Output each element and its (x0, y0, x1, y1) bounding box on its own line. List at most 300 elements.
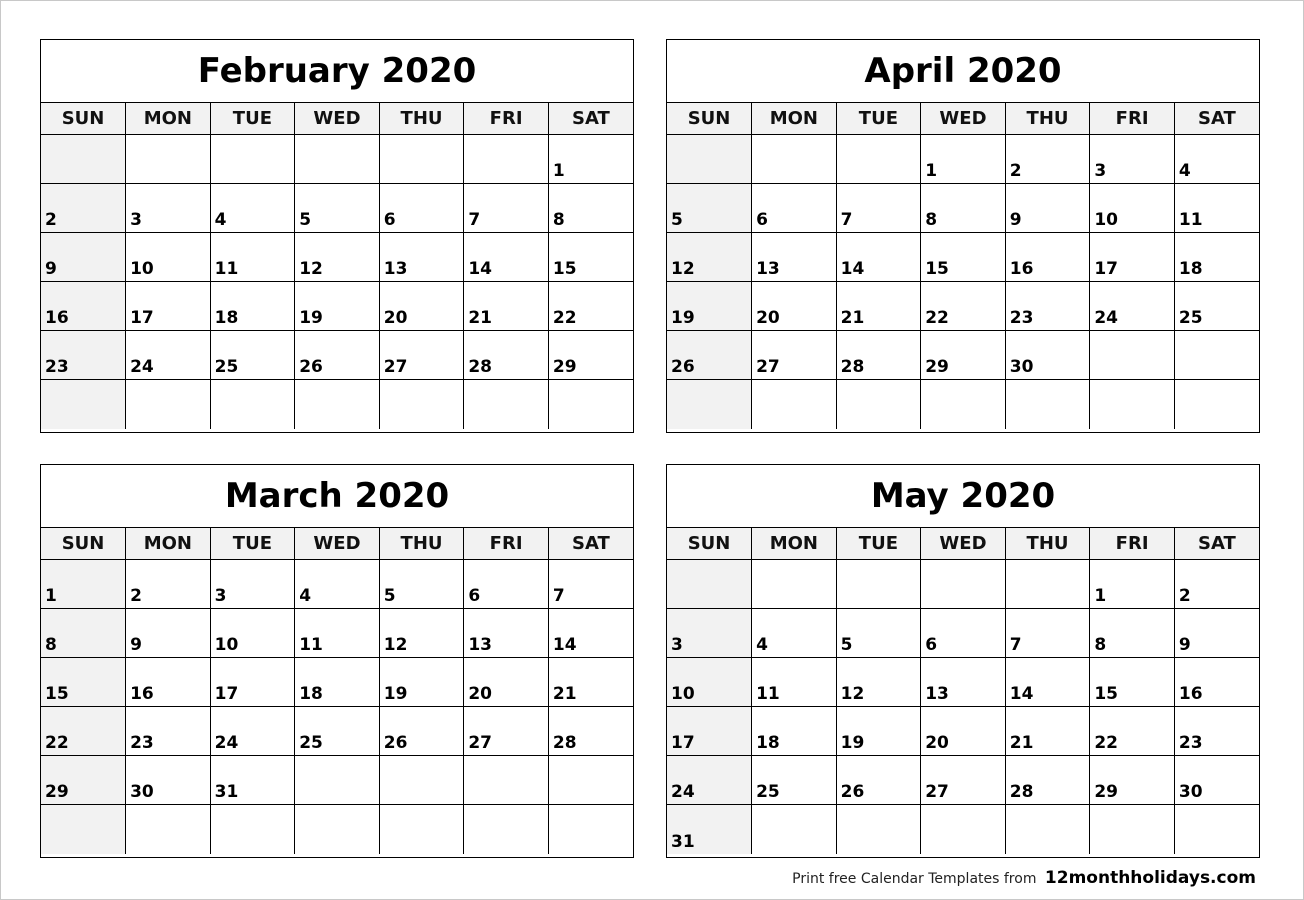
empty-day-cell (836, 135, 921, 184)
empty-day-cell (752, 135, 837, 184)
day-cell (1005, 707, 1090, 756)
day-cell (921, 658, 1006, 707)
day-cell (548, 184, 633, 233)
day-cell (1090, 233, 1175, 282)
day-cell (126, 658, 211, 707)
day-number: 24 (1094, 308, 1118, 328)
day-cell (1090, 658, 1175, 707)
day-number: 6 (925, 635, 938, 655)
day-number: 19 (299, 308, 323, 328)
day-number: 4 (299, 586, 312, 606)
weekday-header: TUE (836, 103, 921, 135)
weekday-header: SAT (548, 103, 633, 135)
day-cell (41, 282, 126, 331)
weekday-header: MON (126, 103, 211, 135)
weekday-header: SUN (667, 103, 752, 135)
day-number: 12 (299, 259, 323, 279)
day-number: 27 (468, 733, 492, 753)
day-cell (379, 233, 464, 282)
day-number: 8 (552, 210, 565, 230)
day-number: 10 (214, 635, 239, 655)
day-number: 19 (671, 308, 695, 328)
empty-day-cell (836, 380, 921, 429)
day-cell (1174, 282, 1259, 331)
day-number: 12 (671, 259, 695, 279)
day-cell (752, 282, 837, 331)
empty-day-cell (921, 380, 1006, 429)
week-row (41, 135, 633, 184)
day-cell (1090, 135, 1175, 184)
day-cell (41, 756, 126, 805)
day-cell (295, 707, 380, 756)
day-cell (295, 658, 380, 707)
day-number: 23 (1009, 308, 1034, 328)
calendar-april (666, 39, 1260, 433)
empty-day-cell (295, 380, 380, 429)
day-cell (921, 609, 1006, 658)
empty-day-cell (126, 805, 211, 854)
day-number: 6 (468, 586, 481, 606)
day-number: 18 (756, 733, 780, 753)
week-row (667, 282, 1259, 331)
empty-day-cell (126, 380, 211, 429)
calendar-title: April 2020 (667, 40, 1259, 103)
day-number: 26 (671, 357, 695, 377)
empty-day-cell (548, 805, 633, 854)
day-cell (1005, 282, 1090, 331)
day-number: 22 (1094, 733, 1118, 753)
empty-day-cell (752, 560, 837, 609)
day-number: 7 (840, 210, 853, 230)
day-cell (548, 135, 633, 184)
day-cell (548, 658, 633, 707)
weekday-header: SAT (548, 528, 633, 560)
day-cell (1005, 756, 1090, 805)
day-number: 14 (1009, 684, 1034, 704)
empty-day-cell (210, 805, 295, 854)
day-number: 2 (45, 210, 57, 230)
day-cell (921, 135, 1006, 184)
day-cell (464, 184, 549, 233)
weekday-header: TUE (836, 528, 921, 560)
day-cell (1005, 233, 1090, 282)
weekday-header: WED (295, 528, 380, 560)
day-cell (464, 233, 549, 282)
day-cell (210, 331, 295, 380)
day-cell (210, 560, 295, 609)
day-number: 14 (468, 259, 492, 279)
day-number: 6 (383, 210, 396, 230)
day-cell (210, 609, 295, 658)
day-number: 27 (756, 357, 780, 377)
day-number: 21 (552, 684, 577, 704)
empty-day-cell (126, 135, 211, 184)
week-row (41, 609, 633, 658)
day-cell (464, 560, 549, 609)
day-cell (1174, 609, 1259, 658)
day-cell (41, 560, 126, 609)
day-cell (921, 756, 1006, 805)
day-cell (1090, 707, 1175, 756)
day-number: 9 (130, 635, 142, 655)
day-cell (667, 658, 752, 707)
day-number: 27 (383, 357, 408, 377)
day-cell (1174, 560, 1259, 609)
day-number: 16 (130, 684, 154, 704)
empty-day-cell (464, 380, 549, 429)
weekday-header: THU (1005, 103, 1090, 135)
empty-day-cell (41, 380, 126, 429)
empty-day-cell (1005, 380, 1090, 429)
day-cell (548, 331, 633, 380)
week-row (667, 560, 1259, 609)
weekday-header: SUN (41, 103, 126, 135)
day-cell (379, 282, 464, 331)
day-cell (379, 331, 464, 380)
week-row (41, 233, 633, 282)
weekday-header: SAT (1174, 103, 1259, 135)
day-cell (548, 233, 633, 282)
empty-day-cell (921, 805, 1006, 854)
week-row (667, 658, 1259, 707)
empty-day-cell (379, 756, 464, 805)
weekday-header: MON (752, 103, 837, 135)
day-number: 25 (299, 733, 323, 753)
day-cell (126, 331, 211, 380)
day-number: 28 (468, 357, 492, 377)
day-number: 3 (1094, 161, 1107, 181)
calendar-title: March 2020 (41, 465, 633, 528)
day-cell (41, 184, 126, 233)
day-cell (836, 331, 921, 380)
day-number: 8 (1094, 635, 1107, 655)
day-cell (41, 609, 126, 658)
day-cell (126, 609, 211, 658)
day-number: 30 (130, 782, 154, 802)
calendar-title: February 2020 (41, 40, 633, 103)
day-number: 6 (756, 210, 768, 230)
day-number: 2 (1009, 161, 1022, 181)
day-number: 18 (299, 684, 323, 704)
day-cell (210, 282, 295, 331)
week-row (41, 380, 633, 429)
day-cell (210, 233, 295, 282)
day-cell (752, 233, 837, 282)
empty-day-cell (836, 805, 921, 854)
day-number: 11 (214, 259, 239, 279)
day-cell (667, 805, 752, 854)
calendar-grid (667, 103, 1259, 429)
empty-day-cell (295, 756, 380, 805)
day-number: 15 (925, 259, 949, 279)
day-number: 1 (45, 586, 57, 606)
day-cell (548, 707, 633, 756)
day-number: 7 (1009, 635, 1022, 655)
day-cell (836, 282, 921, 331)
day-cell (1005, 658, 1090, 707)
day-cell (667, 609, 752, 658)
footer-text: Print free Calendar Templates from (792, 871, 1037, 887)
empty-day-cell (464, 756, 549, 805)
day-number: 20 (383, 308, 408, 328)
calendar-grid (41, 103, 633, 429)
day-cell (126, 184, 211, 233)
day-number: 20 (756, 308, 780, 328)
day-cell (1005, 331, 1090, 380)
day-number: 26 (299, 357, 323, 377)
day-number: 26 (383, 733, 408, 753)
week-row (41, 707, 633, 756)
day-cell (210, 756, 295, 805)
day-number: 14 (552, 635, 577, 655)
day-cell (921, 233, 1006, 282)
week-row (41, 184, 633, 233)
day-cell (210, 658, 295, 707)
day-number: 28 (840, 357, 865, 377)
day-cell (921, 707, 1006, 756)
weekday-header: WED (921, 528, 1006, 560)
week-row (667, 609, 1259, 658)
day-number: 29 (1094, 782, 1118, 802)
day-cell (379, 707, 464, 756)
day-number: 23 (45, 357, 69, 377)
day-cell (1090, 609, 1175, 658)
day-cell (752, 609, 837, 658)
empty-day-cell (210, 135, 295, 184)
day-number: 27 (925, 782, 949, 802)
day-number: 21 (1009, 733, 1034, 753)
day-number: 18 (1178, 259, 1203, 279)
day-cell (752, 658, 837, 707)
empty-day-cell (379, 380, 464, 429)
day-number: 21 (840, 308, 865, 328)
day-number: 25 (214, 357, 239, 377)
day-number: 7 (468, 210, 481, 230)
day-number: 19 (383, 684, 408, 704)
calendar-title: May 2020 (667, 465, 1259, 528)
day-cell (921, 184, 1006, 233)
day-number: 9 (1178, 635, 1191, 655)
day-number: 4 (214, 210, 227, 230)
day-cell (667, 756, 752, 805)
weekday-header-row (41, 103, 633, 135)
day-number: 22 (552, 308, 577, 328)
empty-day-cell (667, 135, 752, 184)
day-number: 9 (1009, 210, 1022, 230)
empty-day-cell (464, 805, 549, 854)
day-cell (836, 658, 921, 707)
day-number: 22 (45, 733, 69, 753)
week-row (41, 805, 633, 854)
day-number: 25 (1178, 308, 1203, 328)
week-row (41, 658, 633, 707)
day-cell (41, 233, 126, 282)
week-row (41, 756, 633, 805)
day-number: 11 (299, 635, 323, 655)
empty-day-cell (667, 560, 752, 609)
day-number: 17 (130, 308, 154, 328)
day-cell (379, 609, 464, 658)
day-cell (295, 560, 380, 609)
empty-day-cell (1090, 331, 1175, 380)
day-cell (379, 560, 464, 609)
week-row (667, 707, 1259, 756)
day-number: 8 (925, 210, 938, 230)
footer-site-link[interactable]: 12monthholidays.com (1044, 868, 1256, 888)
calendar-february (40, 39, 634, 433)
day-number: 26 (840, 782, 865, 802)
day-number: 22 (925, 308, 949, 328)
day-cell (836, 184, 921, 233)
day-cell (752, 331, 837, 380)
day-number: 2 (1178, 586, 1191, 606)
weekday-header: FRI (464, 528, 549, 560)
day-cell (464, 658, 549, 707)
day-number: 28 (1009, 782, 1034, 802)
weekday-header: THU (379, 528, 464, 560)
day-cell (41, 707, 126, 756)
day-number: 17 (671, 733, 695, 753)
day-number: 5 (840, 635, 853, 655)
weekday-header: FRI (1090, 103, 1175, 135)
day-number: 31 (671, 831, 695, 852)
day-number: 16 (1009, 259, 1034, 279)
weekday-header: TUE (210, 103, 295, 135)
empty-day-cell (548, 756, 633, 805)
day-cell (464, 707, 549, 756)
day-number: 29 (925, 357, 949, 377)
weekday-header: THU (1005, 528, 1090, 560)
day-cell (1090, 282, 1175, 331)
day-cell (295, 331, 380, 380)
day-cell (667, 707, 752, 756)
empty-day-cell (464, 135, 549, 184)
day-cell (548, 609, 633, 658)
week-row (667, 331, 1259, 380)
day-cell (1005, 609, 1090, 658)
day-number: 4 (756, 635, 768, 655)
empty-day-cell (379, 805, 464, 854)
calendar-may (666, 464, 1260, 858)
week-row (667, 233, 1259, 282)
day-number: 23 (130, 733, 154, 753)
day-number: 25 (756, 782, 780, 802)
day-number: 1 (925, 161, 938, 181)
day-number: 30 (1009, 357, 1034, 377)
empty-day-cell (921, 560, 1006, 609)
day-number: 12 (840, 684, 865, 704)
day-number: 24 (214, 733, 239, 753)
day-cell (836, 233, 921, 282)
calendar-grid (41, 528, 633, 854)
day-number: 1 (1094, 586, 1107, 606)
day-cell (1090, 756, 1175, 805)
day-number: 16 (1178, 684, 1203, 704)
day-number: 24 (671, 782, 695, 802)
day-number: 30 (1178, 782, 1203, 802)
day-number: 13 (925, 684, 949, 704)
week-row (667, 805, 1259, 854)
weekday-header: SUN (667, 528, 752, 560)
day-number: 28 (552, 733, 577, 753)
calendar-grid (667, 528, 1259, 854)
empty-day-cell (41, 805, 126, 854)
day-cell (752, 707, 837, 756)
day-number: 5 (671, 210, 683, 230)
weekday-header-row (667, 103, 1259, 135)
day-cell (548, 560, 633, 609)
day-number: 1 (552, 161, 565, 181)
day-number: 17 (1094, 259, 1118, 279)
empty-day-cell (752, 380, 837, 429)
day-cell (295, 184, 380, 233)
day-cell (464, 331, 549, 380)
day-cell (667, 184, 752, 233)
day-cell (667, 331, 752, 380)
day-number: 10 (1094, 210, 1118, 230)
weekday-header: THU (379, 103, 464, 135)
day-cell (1090, 184, 1175, 233)
day-number: 24 (130, 357, 154, 377)
empty-day-cell (836, 560, 921, 609)
empty-day-cell (548, 380, 633, 429)
day-number: 7 (552, 586, 565, 606)
day-cell (921, 331, 1006, 380)
day-number: 23 (1178, 733, 1203, 753)
weekday-header: FRI (1090, 528, 1175, 560)
day-number: 20 (925, 733, 949, 753)
day-number: 3 (214, 586, 227, 606)
empty-day-cell (1090, 380, 1175, 429)
day-cell (295, 282, 380, 331)
day-number: 31 (214, 782, 239, 802)
empty-day-cell (1174, 331, 1259, 380)
day-number: 11 (756, 684, 780, 704)
day-number: 19 (840, 733, 865, 753)
day-cell (126, 233, 211, 282)
day-cell (126, 756, 211, 805)
day-number: 15 (552, 259, 577, 279)
day-cell (41, 658, 126, 707)
calendar-march (40, 464, 634, 858)
day-number: 3 (130, 210, 142, 230)
footer (792, 868, 1256, 888)
day-cell (379, 184, 464, 233)
day-cell (548, 282, 633, 331)
day-number: 11 (1178, 210, 1203, 230)
weekday-header: SAT (1174, 528, 1259, 560)
week-row (667, 380, 1259, 429)
day-cell (41, 331, 126, 380)
day-cell (464, 609, 549, 658)
weekday-header-row (41, 528, 633, 560)
week-row (41, 560, 633, 609)
weekday-header: TUE (210, 528, 295, 560)
week-row (41, 331, 633, 380)
day-cell (667, 282, 752, 331)
week-row (41, 282, 633, 331)
weekday-header: WED (295, 103, 380, 135)
day-number: 4 (1178, 161, 1191, 181)
empty-day-cell (1090, 805, 1175, 854)
day-number: 10 (130, 259, 154, 279)
day-cell (1174, 658, 1259, 707)
day-cell (752, 756, 837, 805)
week-row (667, 184, 1259, 233)
weekday-header: MON (126, 528, 211, 560)
week-row (667, 135, 1259, 184)
day-cell (210, 707, 295, 756)
